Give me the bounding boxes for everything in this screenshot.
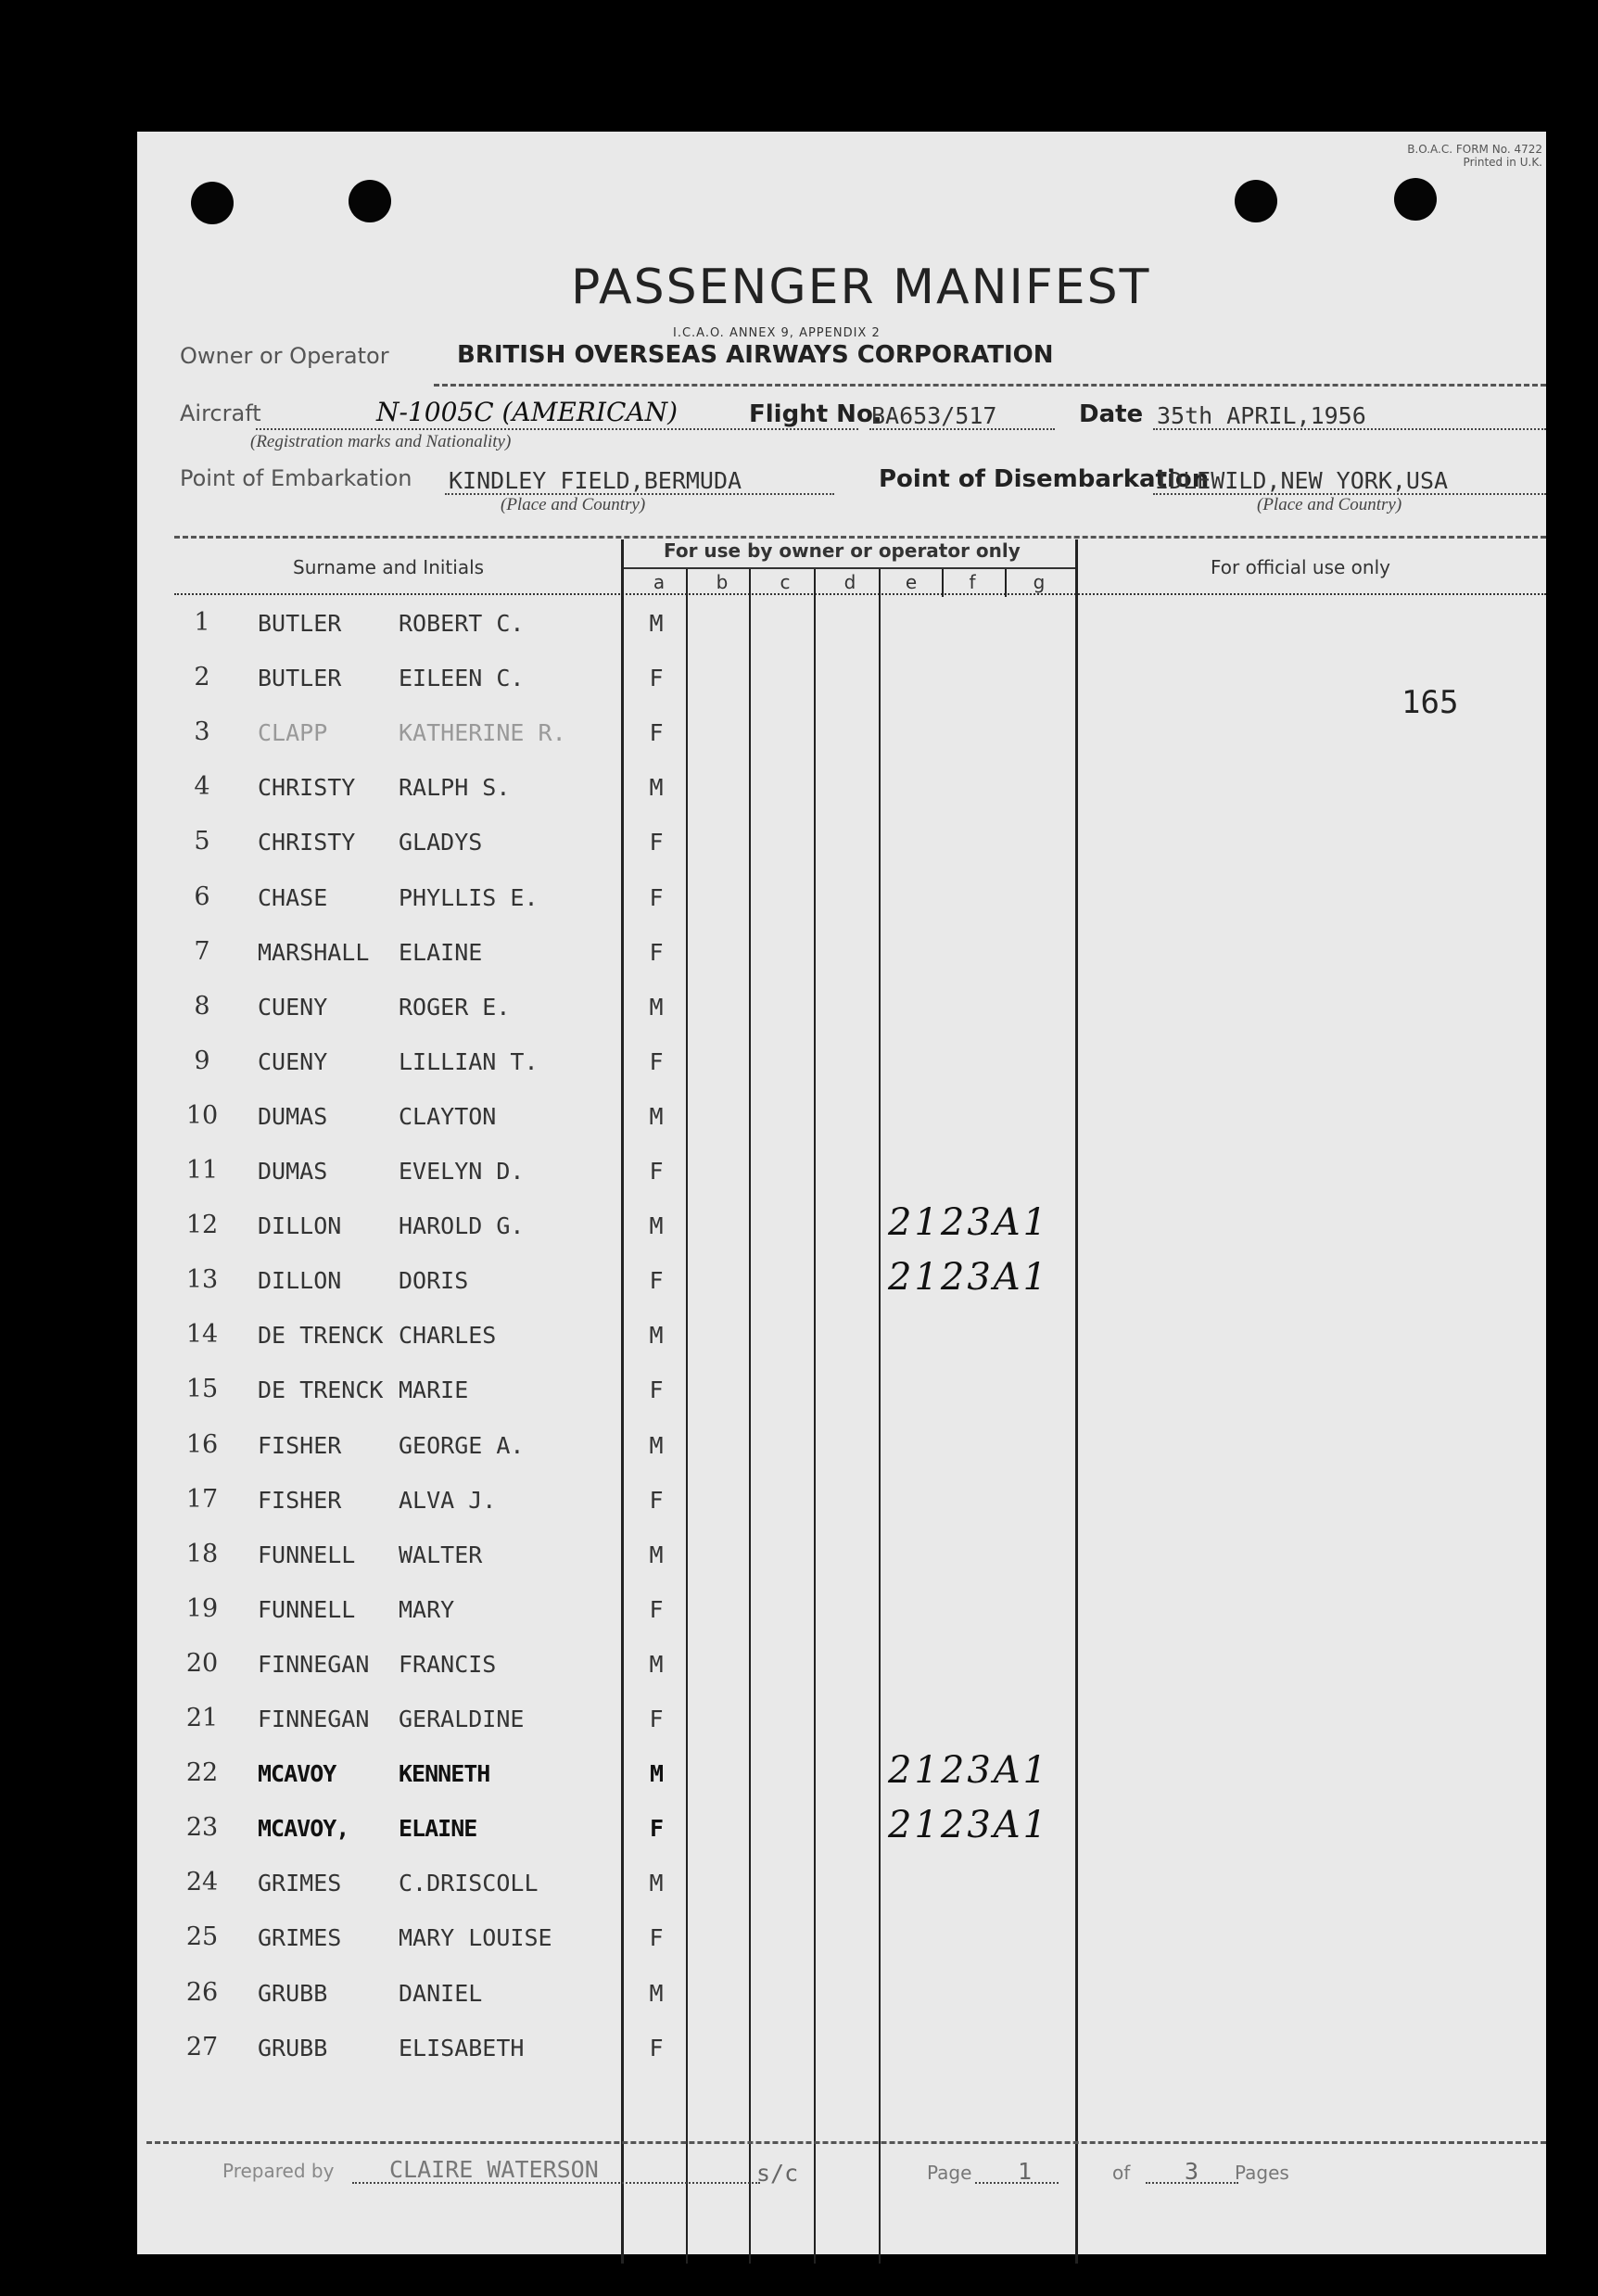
surname-cell: MCAVOY, [258, 1815, 349, 1843]
aircraft-note: (Registration marks and Nationality) [250, 432, 512, 451]
disembark-label: Point of Disembarkation [879, 465, 1210, 493]
sex-cell: M [649, 774, 664, 802]
handwritten-code: 2123A1 [888, 1256, 1050, 1300]
sex-cell: M [649, 610, 664, 637]
table-top-line [174, 536, 1546, 539]
row-number: 18 [185, 1539, 219, 1568]
col-header-e: e [905, 571, 918, 593]
date-label: Date [1079, 400, 1144, 428]
surname-cell: CUENY [258, 1047, 328, 1075]
sex-cell: F [649, 829, 664, 856]
surname-cell: GRIMES [258, 1870, 342, 1897]
table-row [137, 1143, 1546, 1198]
row-number: 15 [185, 1375, 219, 1404]
manifest-sheet [137, 132, 1546, 2254]
col-header-d: d [843, 571, 856, 593]
form-number-block [1407, 143, 1542, 169]
given-name-cell: ROBERT C. [399, 610, 525, 637]
disembark-note: (Place and Country) [1257, 495, 1402, 514]
row-number: 10 [185, 1100, 219, 1130]
table-row [137, 1581, 1546, 1636]
prepared-label: Prepared by [222, 2160, 335, 2182]
surname-cell: FISHER [258, 1431, 342, 1459]
surname-cell: DUMAS [258, 1158, 328, 1185]
row-number: 23 [185, 1813, 219, 1843]
total-pages-line [1146, 2182, 1238, 2184]
sex-cell: M [649, 1102, 664, 1130]
col-header-f: f [969, 571, 976, 593]
given-name-cell: MARIE [399, 1376, 469, 1404]
table-row [137, 814, 1546, 869]
row-number: 25 [185, 1922, 219, 1952]
surname-cell: FUNNELL [258, 1541, 356, 1568]
column-divider [1005, 569, 1007, 597]
given-name-cell: ELAINE [399, 938, 483, 966]
surname-cell: GRIMES [258, 1924, 342, 1952]
surname-cell: DILLON [258, 1267, 342, 1295]
given-name-cell: DANIEL [399, 1979, 483, 2007]
row-number: 6 [194, 882, 210, 911]
prepared-suffix: s/c [756, 2160, 799, 2187]
name-header: Surname and Initials [293, 556, 485, 578]
flight-label: Flight No. [749, 400, 882, 428]
table-row [137, 1034, 1546, 1088]
sex-cell: M [649, 1979, 664, 2007]
row-number: 12 [185, 1211, 219, 1240]
column-divider [942, 569, 944, 597]
surname-cell: DE TRENCK [258, 1322, 384, 1350]
table-row [137, 1362, 1546, 1416]
total-pages: 3 [1185, 2158, 1199, 2185]
surname-cell: CHRISTY [258, 829, 356, 856]
col-header-c: c [780, 571, 791, 593]
surname-cell: CHRISTY [258, 774, 356, 802]
row-number: 1 [194, 608, 210, 637]
surname-cell: CHASE [258, 883, 328, 911]
sex-cell: M [649, 1760, 664, 1788]
surname-cell: GRUBB [258, 2034, 328, 2061]
row-number: 19 [185, 1593, 219, 1623]
embark-label: Point of Embarkation [180, 465, 412, 491]
row-number: 9 [194, 1046, 210, 1075]
owner-value: BRITISH OVERSEAS AIRWAYS CORPORATION [457, 341, 1054, 369]
row-number: 20 [185, 1648, 219, 1678]
given-name-cell: HAROLD G. [399, 1212, 525, 1240]
given-name-cell: EILEEN C. [399, 665, 525, 692]
row-number: 2 [194, 663, 210, 692]
col-header-g: g [1033, 571, 1046, 593]
sex-cell: F [649, 1815, 664, 1843]
surname-cell: GRUBB [258, 1979, 328, 2007]
surname-cell: FINNEGAN [258, 1650, 370, 1678]
pages-label: Pages [1235, 2162, 1289, 2184]
table-row [137, 1745, 1546, 1800]
given-name-cell: KATHERINE R. [399, 719, 566, 747]
given-name-cell: LILLIAN T. [399, 1047, 539, 1075]
date-value: 35th APRIL,1956 [1157, 402, 1366, 429]
page-title: PASSENGER MANIFEST [571, 260, 1151, 315]
table-row [137, 1909, 1546, 1964]
sex-cell: M [649, 1431, 664, 1459]
sex-cell: F [649, 1706, 664, 1732]
flight-value: BA653/517 [871, 402, 997, 429]
given-name-cell: CLAYTON [399, 1102, 497, 1130]
given-name-cell: ELISABETH [399, 2034, 525, 2061]
punch-hole-icon [191, 182, 234, 224]
surname-cell: FUNNELL [258, 1595, 356, 1623]
sex-cell: F [649, 2034, 664, 2061]
of-label: of [1112, 2162, 1131, 2184]
row-number: 22 [185, 1758, 219, 1788]
surname-cell: CLAPP [258, 719, 328, 747]
sex-cell: F [649, 1924, 664, 1952]
surname-cell: MARSHALL [258, 938, 370, 966]
page-subtitle: I.C.A.O. ANNEX 9, APPENDIX 2 [673, 326, 881, 340]
owner-use-header: For use by owner or operator only [664, 539, 1021, 562]
table-row [137, 1800, 1546, 1855]
sex-cell: F [649, 1376, 664, 1404]
given-name-cell: KENNETH [399, 1760, 490, 1788]
row-number: 4 [194, 772, 210, 802]
table-row [137, 1307, 1546, 1362]
given-name-cell: EVELYN D. [399, 1158, 525, 1185]
row-number: 21 [185, 1704, 219, 1732]
table-row [137, 1527, 1546, 1581]
surname-cell: FISHER [258, 1486, 342, 1514]
table-row [137, 869, 1546, 924]
row-number: 8 [194, 991, 210, 1021]
row-number: 26 [185, 1977, 219, 2007]
handwritten-code: 2123A1 [888, 1749, 1050, 1793]
surname-cell: DUMAS [258, 1102, 328, 1130]
sex-cell: F [649, 1047, 664, 1075]
surname-cell: DILLON [258, 1212, 342, 1240]
given-name-cell: ELAINE [399, 1815, 477, 1843]
punch-hole-icon [349, 180, 391, 222]
row-number: 11 [185, 1156, 219, 1185]
sex-cell: F [649, 1486, 664, 1514]
given-name-cell: C.DRISCOLL [399, 1870, 539, 1897]
surname-cell: FINNEGAN [258, 1706, 370, 1732]
table-row [137, 924, 1546, 979]
table-row [137, 595, 1546, 650]
sex-cell: F [649, 665, 664, 692]
given-name-cell: RALPH S. [399, 774, 511, 802]
col-header-a: a [653, 571, 666, 593]
embark-note: (Place and Country) [501, 495, 646, 514]
aircraft-line [256, 428, 858, 430]
table-row [137, 1088, 1546, 1143]
table-row [137, 1417, 1546, 1472]
aircraft-label: Aircraft [180, 400, 261, 426]
given-name-cell: MARY LOUISE [399, 1924, 552, 1952]
flight-line [869, 428, 1055, 430]
col-header-b: b [716, 571, 729, 593]
table-row [137, 1855, 1546, 1909]
sex-cell: M [649, 1541, 664, 1568]
row-number: 24 [185, 1868, 219, 1897]
surname-cell: BUTLER [258, 610, 342, 637]
given-name-cell: MARY [399, 1595, 455, 1623]
table-row [137, 1198, 1546, 1252]
row-number: 16 [185, 1429, 219, 1459]
handwritten-code: 2123A1 [888, 1201, 1050, 1245]
table-row [137, 1691, 1546, 1745]
punch-hole-icon [1394, 178, 1437, 221]
owner-label: Owner or Operator [180, 343, 389, 369]
sex-cell: M [649, 1212, 664, 1240]
given-name-cell: ALVA J. [399, 1486, 497, 1514]
sex-cell: F [649, 1158, 664, 1185]
given-name-cell: PHYLLIS E. [399, 883, 539, 911]
prepared-value: CLAIRE WATERSON [389, 2156, 599, 2183]
sex-cell: F [649, 883, 664, 911]
given-name-cell: DORIS [399, 1267, 469, 1295]
form-number: B.O.A.C. FORM No. 4722 [1407, 143, 1542, 156]
divider [434, 384, 1546, 387]
given-name-cell: GERALDINE [399, 1706, 525, 1732]
disembark-value: IDLEWILD,NEW YORK,USA [1155, 467, 1449, 494]
page-line [975, 2182, 1059, 2184]
sex-cell: F [649, 719, 664, 747]
sex-cell: M [649, 1870, 664, 1897]
sex-cell: F [649, 1595, 664, 1623]
row-number: 17 [185, 1484, 219, 1514]
row-number: 13 [185, 1265, 219, 1295]
table-row [137, 2020, 1546, 2074]
given-name-cell: ROGER E. [399, 993, 511, 1021]
given-name-cell: GEORGE A. [399, 1431, 525, 1459]
sex-cell: F [649, 1267, 664, 1295]
row-number: 3 [194, 717, 210, 747]
table-row [137, 650, 1546, 704]
table-row [137, 759, 1546, 814]
surname-cell: MCAVOY [258, 1760, 336, 1788]
sex-cell: F [649, 938, 664, 966]
surname-cell: BUTLER [258, 665, 342, 692]
row-number: 7 [194, 936, 210, 966]
given-name-cell: FRANCIS [399, 1650, 497, 1678]
given-name-cell: CHARLES [399, 1322, 497, 1350]
row-number: 14 [185, 1320, 219, 1350]
sex-cell: M [649, 1650, 664, 1678]
page-number: 1 [1018, 2158, 1033, 2185]
given-name-cell: WALTER [399, 1541, 483, 1568]
table-row [137, 1636, 1546, 1691]
page-label: Page [927, 2162, 972, 2184]
sex-cell: M [649, 993, 664, 1021]
handwritten-code: 2123A1 [888, 1804, 1050, 1847]
table-row [137, 704, 1546, 759]
row-number: 5 [194, 827, 210, 856]
sex-cell: M [649, 1322, 664, 1350]
date-line [1153, 428, 1546, 430]
prepared-line [352, 2182, 760, 2184]
table-row [137, 1472, 1546, 1527]
aircraft-value: N-1005C (AMERICAN) [376, 397, 679, 427]
footer-top-line [146, 2141, 1546, 2144]
table-row [137, 979, 1546, 1034]
surname-cell: DE TRENCK [258, 1376, 384, 1404]
subheader-line [621, 567, 1075, 569]
table-row [137, 1252, 1546, 1307]
embark-value: KINDLEY FIELD,BERMUDA [449, 467, 742, 494]
official-number: 165 [1401, 684, 1459, 721]
row-number: 27 [185, 2032, 219, 2061]
table-row [137, 1965, 1546, 2020]
given-name-cell: GLADYS [399, 829, 483, 856]
punch-hole-icon [1235, 180, 1277, 222]
surname-cell: CUENY [258, 993, 328, 1021]
printed-in: Printed in U.K. [1463, 156, 1542, 169]
official-header: For official use only [1211, 556, 1390, 578]
